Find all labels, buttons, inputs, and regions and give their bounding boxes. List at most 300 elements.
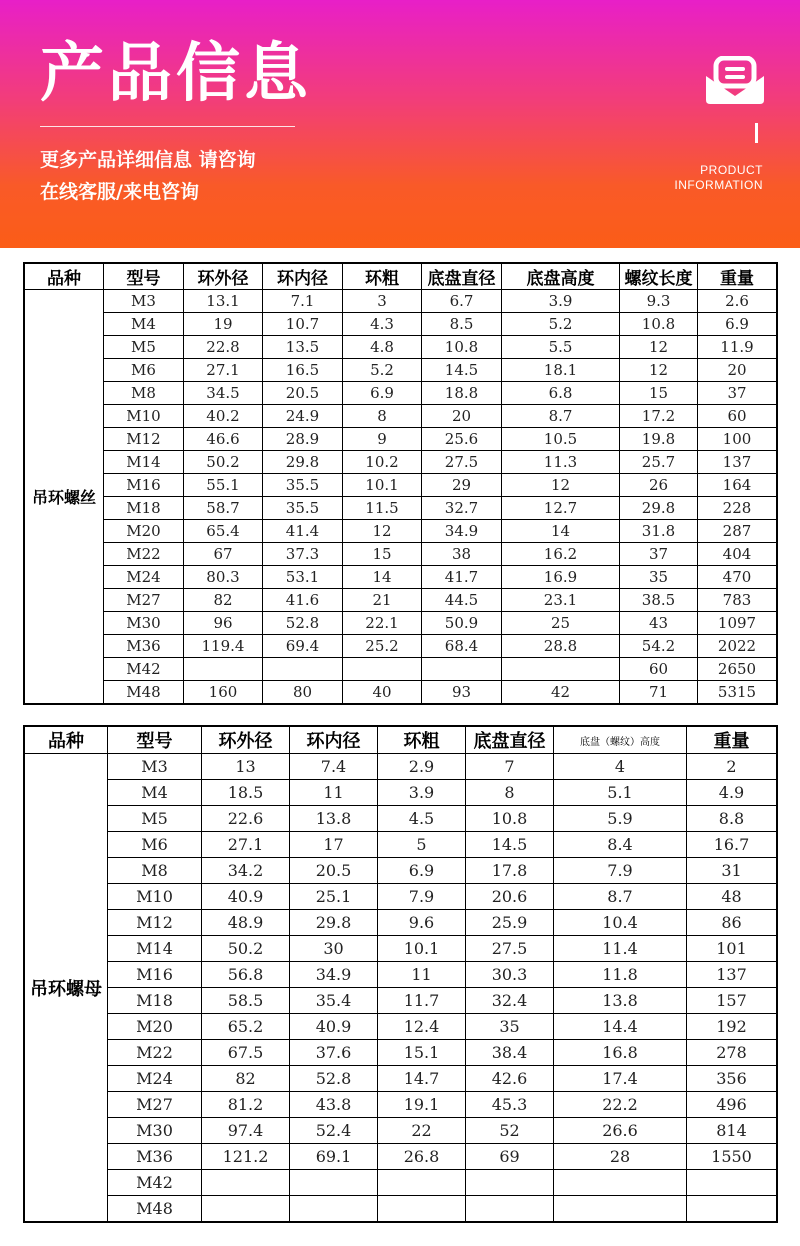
model-cell: M27 (104, 589, 184, 612)
value-cell: 13.5 (263, 336, 343, 359)
value-cell: 14.5 (422, 359, 502, 382)
value-cell: 16.2 (502, 543, 620, 566)
value-cell: 14.4 (554, 1014, 687, 1040)
value-cell: 34.5 (184, 382, 263, 405)
value-cell: 67.5 (202, 1040, 290, 1066)
value-cell: 29.8 (263, 451, 343, 474)
value-cell: 93 (422, 681, 502, 704)
value-cell: 1550 (687, 1144, 777, 1170)
value-cell: 7.1 (263, 290, 343, 313)
value-cell: 16.9 (502, 566, 620, 589)
value-cell: 12.7 (502, 497, 620, 520)
value-cell: 52.8 (263, 612, 343, 635)
value-cell: 404 (698, 543, 777, 566)
value-cell: 34.2 (202, 858, 290, 884)
value-cell: 41.6 (263, 589, 343, 612)
column-header: 重量 (687, 727, 777, 754)
value-cell: 50.9 (422, 612, 502, 635)
mail-icon (704, 56, 766, 106)
column-header: 环外径 (184, 264, 263, 290)
header-banner (0, 0, 800, 248)
value-cell: 17 (290, 832, 378, 858)
value-cell: 11 (290, 780, 378, 806)
value-cell: 22.8 (184, 336, 263, 359)
value-cell: 11.7 (378, 988, 466, 1014)
value-cell: 356 (687, 1066, 777, 1092)
value-cell: 14 (502, 520, 620, 543)
value-cell: 69.4 (263, 635, 343, 658)
column-header: 型号 (108, 727, 202, 754)
value-cell: 52.8 (290, 1066, 378, 1092)
model-cell: M14 (108, 936, 202, 962)
value-cell: 10.8 (466, 806, 554, 832)
value-cell: 28.9 (263, 428, 343, 451)
value-cell (263, 658, 343, 681)
value-cell: 25.6 (422, 428, 502, 451)
value-cell: 55.1 (184, 474, 263, 497)
value-cell: 19.8 (620, 428, 698, 451)
value-cell: 23.1 (502, 589, 620, 612)
table-row (25, 1170, 777, 1196)
value-cell: 228 (698, 497, 777, 520)
value-cell: 69.1 (290, 1144, 378, 1170)
model-cell: M3 (108, 754, 202, 780)
model-cell: M14 (104, 451, 184, 474)
value-cell: 50.2 (184, 451, 263, 474)
table-row (25, 988, 777, 1014)
value-cell: 27.1 (184, 359, 263, 382)
subtitle-line-2: 在线客服/来电咨询 (40, 181, 199, 203)
value-cell: 58.5 (202, 988, 290, 1014)
value-cell: 11.9 (698, 336, 777, 359)
table-row (25, 313, 777, 336)
value-cell: 18.8 (422, 382, 502, 405)
value-cell: 71 (620, 681, 698, 704)
table-row (25, 858, 777, 884)
value-cell: 783 (698, 589, 777, 612)
value-cell: 37.6 (290, 1040, 378, 1066)
value-cell: 4.3 (343, 313, 422, 336)
value-cell: 82 (202, 1066, 290, 1092)
subtitle-line-1: 更多产品详细信息 请咨询 (40, 149, 256, 171)
value-cell: 16.5 (263, 359, 343, 382)
column-header: 螺纹长度 (620, 264, 698, 290)
value-cell: 60 (620, 658, 698, 681)
value-cell: 48.9 (202, 910, 290, 936)
column-header: 重量 (698, 264, 777, 290)
value-cell: 37 (620, 543, 698, 566)
value-cell: 37.3 (263, 543, 343, 566)
eye-nut-spec-table (24, 726, 777, 1222)
column-header: 底盘（螺纹）高度 (554, 727, 687, 754)
value-cell: 22.1 (343, 612, 422, 635)
value-cell: 470 (698, 566, 777, 589)
value-cell: 32.7 (422, 497, 502, 520)
value-cell: 14 (343, 566, 422, 589)
value-cell: 8.5 (422, 313, 502, 336)
model-cell: M8 (104, 382, 184, 405)
table-row (25, 359, 777, 382)
value-cell: 27.1 (202, 832, 290, 858)
model-cell: M16 (104, 474, 184, 497)
value-cell: 814 (687, 1118, 777, 1144)
model-cell: M10 (108, 884, 202, 910)
value-cell (202, 1170, 290, 1196)
table-row (25, 884, 777, 910)
value-cell: 6.8 (502, 382, 620, 405)
table-row (25, 1014, 777, 1040)
value-cell: 42.6 (466, 1066, 554, 1092)
value-cell: 45.3 (466, 1092, 554, 1118)
table-row (25, 1066, 777, 1092)
value-cell: 38 (422, 543, 502, 566)
table-row (25, 566, 777, 589)
value-cell: 31 (687, 858, 777, 884)
value-cell (466, 1196, 554, 1222)
value-cell: 41.7 (422, 566, 502, 589)
title-divider (40, 126, 295, 127)
value-cell: 22.6 (202, 806, 290, 832)
value-cell: 2650 (698, 658, 777, 681)
value-cell: 11 (378, 962, 466, 988)
value-cell: 26 (620, 474, 698, 497)
table-row (25, 658, 777, 681)
value-cell: 2022 (698, 635, 777, 658)
table-row (25, 451, 777, 474)
value-cell: 25.2 (343, 635, 422, 658)
value-cell: 28.8 (502, 635, 620, 658)
value-cell: 1097 (698, 612, 777, 635)
value-cell: 20 (422, 405, 502, 428)
column-header: 型号 (104, 264, 184, 290)
value-cell: 157 (687, 988, 777, 1014)
value-cell: 4 (554, 754, 687, 780)
table-row (25, 1040, 777, 1066)
value-cell (687, 1170, 777, 1196)
value-cell: 5.9 (554, 806, 687, 832)
value-cell: 11.4 (554, 936, 687, 962)
value-cell: 4.8 (343, 336, 422, 359)
value-cell (554, 1170, 687, 1196)
value-cell: 137 (687, 962, 777, 988)
value-cell: 40.9 (290, 1014, 378, 1040)
value-cell (290, 1170, 378, 1196)
value-cell: 96 (184, 612, 263, 635)
value-cell: 97.4 (202, 1118, 290, 1144)
table-row (25, 290, 777, 313)
value-cell: 10.4 (554, 910, 687, 936)
model-cell: M5 (104, 336, 184, 359)
value-cell: 17.4 (554, 1066, 687, 1092)
model-cell: M22 (108, 1040, 202, 1066)
model-cell: M22 (104, 543, 184, 566)
value-cell: 5.2 (343, 359, 422, 382)
value-cell: 69 (466, 1144, 554, 1170)
value-cell: 29.8 (620, 497, 698, 520)
value-cell: 13 (202, 754, 290, 780)
value-cell: 15 (620, 382, 698, 405)
value-cell: 7 (466, 754, 554, 780)
value-cell: 40.2 (184, 405, 263, 428)
category-cell: 吊环螺母 (25, 754, 108, 1222)
model-cell: M6 (104, 359, 184, 382)
category-cell: 吊环螺丝 (25, 290, 104, 704)
value-cell: 56.8 (202, 962, 290, 988)
value-cell: 18.5 (202, 780, 290, 806)
value-cell: 53.1 (263, 566, 343, 589)
value-cell: 15.1 (378, 1040, 466, 1066)
value-cell: 17.2 (620, 405, 698, 428)
en-label-line-2: INFORMATION (674, 178, 763, 192)
value-cell: 5.2 (502, 313, 620, 336)
value-cell: 8.7 (554, 884, 687, 910)
table-row (25, 832, 777, 858)
value-cell: 40 (343, 681, 422, 704)
value-cell: 8.4 (554, 832, 687, 858)
model-cell: M4 (104, 313, 184, 336)
value-cell: 25 (502, 612, 620, 635)
model-cell: M6 (108, 832, 202, 858)
table-row (25, 681, 777, 704)
value-cell: 8.7 (502, 405, 620, 428)
column-header: 品种 (25, 727, 108, 754)
en-label-line-1: PRODUCT (700, 163, 763, 177)
value-cell: 58.7 (184, 497, 263, 520)
value-cell: 25.7 (620, 451, 698, 474)
value-cell: 52 (466, 1118, 554, 1144)
value-cell: 24.9 (263, 405, 343, 428)
value-cell: 14.7 (378, 1066, 466, 1092)
value-cell: 26.6 (554, 1118, 687, 1144)
value-cell: 35.5 (263, 497, 343, 520)
value-cell: 3.9 (378, 780, 466, 806)
value-cell: 43.8 (290, 1092, 378, 1118)
value-cell: 35.5 (263, 474, 343, 497)
model-cell: M42 (108, 1170, 202, 1196)
value-cell: 52.4 (290, 1118, 378, 1144)
value-cell: 31.8 (620, 520, 698, 543)
table-row (25, 474, 777, 497)
table-row (25, 543, 777, 566)
value-cell: 496 (687, 1092, 777, 1118)
value-cell (202, 1196, 290, 1222)
value-cell: 22 (378, 1118, 466, 1144)
value-cell: 10.1 (378, 936, 466, 962)
column-header: 底盘直径 (466, 727, 554, 754)
model-cell: M30 (104, 612, 184, 635)
table-row (25, 806, 777, 832)
value-cell: 25.9 (466, 910, 554, 936)
model-cell: M20 (104, 520, 184, 543)
value-cell: 10.1 (343, 474, 422, 497)
page-title: 产品信息 (40, 37, 312, 111)
model-cell: M18 (104, 497, 184, 520)
column-header: 底盘直径 (422, 264, 502, 290)
value-cell: 3 (343, 290, 422, 313)
column-header: 品种 (25, 264, 104, 290)
value-cell: 12 (343, 520, 422, 543)
value-cell (687, 1196, 777, 1222)
value-cell: 8.8 (687, 806, 777, 832)
model-cell: M36 (108, 1144, 202, 1170)
value-cell: 278 (687, 1040, 777, 1066)
value-cell: 38.4 (466, 1040, 554, 1066)
value-cell: 7.4 (290, 754, 378, 780)
value-cell: 54.2 (620, 635, 698, 658)
table-row (25, 1092, 777, 1118)
table-row (25, 1144, 777, 1170)
value-cell: 7.9 (554, 858, 687, 884)
value-cell: 10.8 (620, 313, 698, 336)
value-cell: 80.3 (184, 566, 263, 589)
model-cell: M18 (108, 988, 202, 1014)
table-row (25, 520, 777, 543)
value-cell: 13.8 (554, 988, 687, 1014)
value-cell: 6.9 (343, 382, 422, 405)
value-cell: 65.2 (202, 1014, 290, 1040)
model-cell: M20 (108, 1014, 202, 1040)
table-row (25, 382, 777, 405)
value-cell: 6.9 (378, 858, 466, 884)
table-row (25, 405, 777, 428)
table-row (25, 336, 777, 359)
value-cell: 67 (184, 543, 263, 566)
value-cell: 50.2 (202, 936, 290, 962)
value-cell: 38.5 (620, 589, 698, 612)
value-cell: 12 (620, 336, 698, 359)
value-cell (466, 1170, 554, 1196)
value-cell: 9.3 (620, 290, 698, 313)
value-cell: 12 (620, 359, 698, 382)
value-cell: 37 (698, 382, 777, 405)
column-header: 环粗 (343, 264, 422, 290)
value-cell: 81.2 (202, 1092, 290, 1118)
value-cell: 80 (263, 681, 343, 704)
value-cell: 86 (687, 910, 777, 936)
value-cell: 12.4 (378, 1014, 466, 1040)
value-cell: 29 (422, 474, 502, 497)
value-cell: 119.4 (184, 635, 263, 658)
value-cell: 10.5 (502, 428, 620, 451)
model-cell: M12 (108, 910, 202, 936)
value-cell (184, 658, 263, 681)
value-cell: 8 (466, 780, 554, 806)
value-cell: 46.6 (184, 428, 263, 451)
value-cell: 10.7 (263, 313, 343, 336)
value-cell: 27.5 (466, 936, 554, 962)
model-cell: M30 (108, 1118, 202, 1144)
model-cell: M5 (108, 806, 202, 832)
table-row (25, 754, 777, 780)
value-cell: 11.3 (502, 451, 620, 474)
value-cell: 44.5 (422, 589, 502, 612)
value-cell: 34.9 (422, 520, 502, 543)
value-cell: 13.1 (184, 290, 263, 313)
value-cell: 68.4 (422, 635, 502, 658)
table-row (25, 589, 777, 612)
value-cell: 9 (343, 428, 422, 451)
model-cell: M10 (104, 405, 184, 428)
column-header: 环外径 (202, 727, 290, 754)
model-cell: M12 (104, 428, 184, 451)
value-cell: 20.5 (290, 858, 378, 884)
value-cell: 35.4 (290, 988, 378, 1014)
value-cell: 65.4 (184, 520, 263, 543)
table-row (25, 780, 777, 806)
value-cell: 40.9 (202, 884, 290, 910)
model-cell: M24 (104, 566, 184, 589)
value-cell: 5.5 (502, 336, 620, 359)
column-header: 环内径 (263, 264, 343, 290)
column-header: 底盘高度 (502, 264, 620, 290)
value-cell: 5 (378, 832, 466, 858)
value-cell: 26.8 (378, 1144, 466, 1170)
value-cell: 22.2 (554, 1092, 687, 1118)
table-row (25, 612, 777, 635)
value-cell: 28 (554, 1144, 687, 1170)
value-cell: 12 (502, 474, 620, 497)
value-cell: 30 (290, 936, 378, 962)
value-cell (502, 658, 620, 681)
value-cell: 30.3 (466, 962, 554, 988)
table-row (25, 635, 777, 658)
value-cell: 9.6 (378, 910, 466, 936)
value-cell: 29.8 (290, 910, 378, 936)
value-cell: 6.9 (698, 313, 777, 336)
value-cell (554, 1196, 687, 1222)
value-cell: 21 (343, 589, 422, 612)
model-cell: M24 (108, 1066, 202, 1092)
value-cell: 5.1 (554, 780, 687, 806)
value-cell: 20.6 (466, 884, 554, 910)
value-cell: 160 (184, 681, 263, 704)
value-cell: 8 (343, 405, 422, 428)
value-cell (290, 1196, 378, 1222)
value-cell: 35 (620, 566, 698, 589)
column-header: 环粗 (378, 727, 466, 754)
value-cell: 16.8 (554, 1040, 687, 1066)
value-cell: 10.8 (422, 336, 502, 359)
value-cell: 60 (698, 405, 777, 428)
value-cell: 27.5 (422, 451, 502, 474)
model-cell: M8 (108, 858, 202, 884)
value-cell: 15 (343, 543, 422, 566)
value-cell: 137 (698, 451, 777, 474)
model-cell: M4 (108, 780, 202, 806)
value-cell: 18.1 (502, 359, 620, 382)
value-cell: 5315 (698, 681, 777, 704)
value-cell: 34.9 (290, 962, 378, 988)
table-row (25, 1196, 777, 1222)
value-cell: 20.5 (263, 382, 343, 405)
value-cell (343, 658, 422, 681)
model-cell: M3 (104, 290, 184, 313)
value-cell: 287 (698, 520, 777, 543)
value-cell (378, 1196, 466, 1222)
value-cell: 14.5 (466, 832, 554, 858)
value-cell: 32.4 (466, 988, 554, 1014)
value-cell: 11.5 (343, 497, 422, 520)
table-row (25, 910, 777, 936)
value-cell: 20 (698, 359, 777, 382)
value-cell: 10.2 (343, 451, 422, 474)
value-cell: 4.5 (378, 806, 466, 832)
value-cell: 2.6 (698, 290, 777, 313)
value-cell: 48 (687, 884, 777, 910)
eye-bolt-spec-table (24, 263, 777, 704)
value-cell: 19.1 (378, 1092, 466, 1118)
value-cell: 2 (687, 754, 777, 780)
